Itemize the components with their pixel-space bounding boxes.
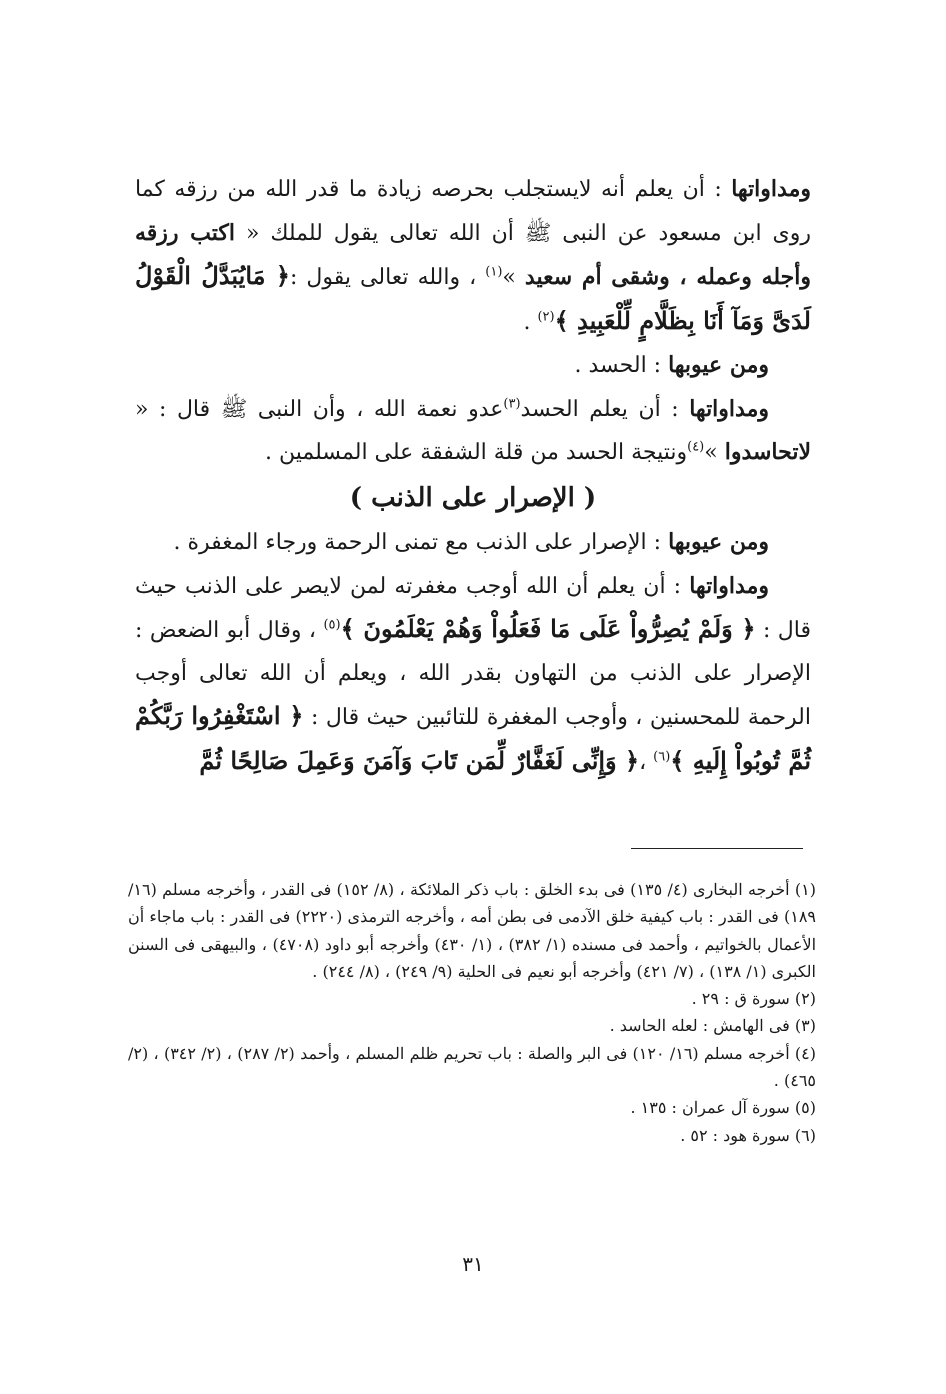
text: ، وقال أبو الضعض : الإصرار على الذنب من التهاون بقدر الله ، ويعلم أن الله تعالى أوجب الرحمة للمحسنين ، وأوجب المغفرة للتائبين حيث قال : <box>135 618 811 730</box>
hadith-quote: لاتحاسدوا <box>724 439 811 465</box>
text: : أن يعلم أن الله أوجب مغفرته لمن لايصر على الذنب حيث قال : <box>135 573 812 643</box>
text: ونتيجة الحسد من قلة الشفقة على المسلمين . <box>265 440 688 465</box>
term-fault: ومن عيوبها <box>668 352 769 378</box>
footnote-item: (٥) سورة آل عمران : ١٣٥ . <box>630 1098 816 1118</box>
text: : أن يعلم أنه لايستجلب بحرصه زيادة ما قدر الله من رزقه كما روى ابن مسعود عن النبى ﷺ أن الله تعالى يقول للملك « <box>135 177 812 246</box>
paragraph-5 <box>135 565 811 785</box>
paragraph-1 <box>135 168 811 344</box>
quran-verse: ﴿ وَلَمْ يُصِرُّواْ عَلَى مَا فَعَلُواْ وَهُمْ يَعْلَمُونَ ﴾ <box>340 614 756 643</box>
footnote-item: (٦) سورة هود : ٥٢ . <box>680 1125 816 1145</box>
text: : الإصرار على الذنب مع تمنى الرحمة ورجاء المغفرة . <box>173 530 669 555</box>
term-fault: ومن عيوبها <box>668 529 769 555</box>
footnote-ref: (١) <box>485 264 503 280</box>
paragraph-4 <box>135 521 811 565</box>
section-heading: ( الإصرار على الذنب ) <box>349 482 597 513</box>
main-text <box>135 168 811 784</box>
footnote-ref: (٥) <box>323 617 341 633</box>
text: » <box>502 265 525 290</box>
footnote-ref: (٣) <box>503 396 521 412</box>
footnotes <box>128 876 816 1149</box>
paragraph-3 <box>135 388 811 475</box>
paragraph-2 <box>135 344 811 388</box>
text: عدو نعمة الله ، وأن النبى ﷺ قال : « <box>135 396 504 422</box>
text: ، والله تعالى يقول : <box>289 265 486 290</box>
text: : أن يعلم الحسد <box>520 396 690 422</box>
page-number: ٣١ <box>462 1252 484 1276</box>
footnote-item: (١) أخرجه البخارى (٤/ ١٣٥) فى بدء الخلق : باب ذكر الملائكة ، (٨/ ١٥٢) فى القدر ، وأخرجه مسلم (١٦/ ١٨٩) فى القدر : باب كيفية خلق الآدمى فى بطن أمه ، وأخرجه الترمذى (٢٢٢٠) فى القدر : باب ماجاء أن الأعمال بالخواتيم ، وأحمد فى مسنده (١/ ٣٨٢) ، (١/ ٤٣٠) وأخرجه أبو داود (٤٧٠٨) ، والبيهقى فى السنن الكبرى (١/ ١٣٨) ، (٧/ ٤٢١) وأخرجه أبو نعيم فى الحلية (٩/ ٢٤٩) ، (٨/ ٢٤٤) . <box>128 880 817 981</box>
text: . <box>523 309 538 335</box>
hadith-quote: اكتب رزقه وأجله وعمله ، وشقى أم سعيد <box>135 219 811 290</box>
footnote-ref: (٦) <box>653 749 671 765</box>
quran-verse: ﴿ مَايُبَدَّلُ الْقَوْلُ لَدَىَّ وَمَآ أَنَا بِظَلَّامٍ لِّلْعَبِيدِ ﴾ <box>135 261 811 335</box>
text: : الحسد . <box>574 353 669 378</box>
footnote-item: (٢) سورة ق : ٢٩ . <box>691 989 816 1009</box>
quran-verse: ﴿ اسْتَغْفِرُوا رَبَّكُمْ ثُمَّ تُوبُواْ إِلَيهِ ﴾ <box>135 701 811 775</box>
term-remedy: ومداواتها <box>731 176 811 202</box>
term-remedy: ومداواتها <box>689 572 769 599</box>
text: ، <box>639 749 654 775</box>
footnote-item: (٤) أخرجه مسلم (١٦/ ١٢٠) فى البر والصلة : باب تحريم ظلم المسلم ، وأحمد (٢/ ٢٨٧) ، (٢/ ٣٤٢) ، (٢/ ٤٦٥) . <box>128 1043 817 1091</box>
footnote-ref: (٤) <box>687 439 705 455</box>
term-remedy: ومداواتها <box>689 395 769 422</box>
footnote-item: (٣) فى الهامش : لعله الحاسد . <box>609 1016 816 1036</box>
text: » <box>704 440 725 465</box>
footnote-separator <box>631 848 803 849</box>
quran-verse: ﴿ وَإِنِّى لَغَفَّارٌ لِّمَن تَابَ وَآمَنَ وَعَمِلَ صَالِحًا ثُمَّ <box>199 745 640 775</box>
footnote-ref: (٢) <box>537 309 555 325</box>
